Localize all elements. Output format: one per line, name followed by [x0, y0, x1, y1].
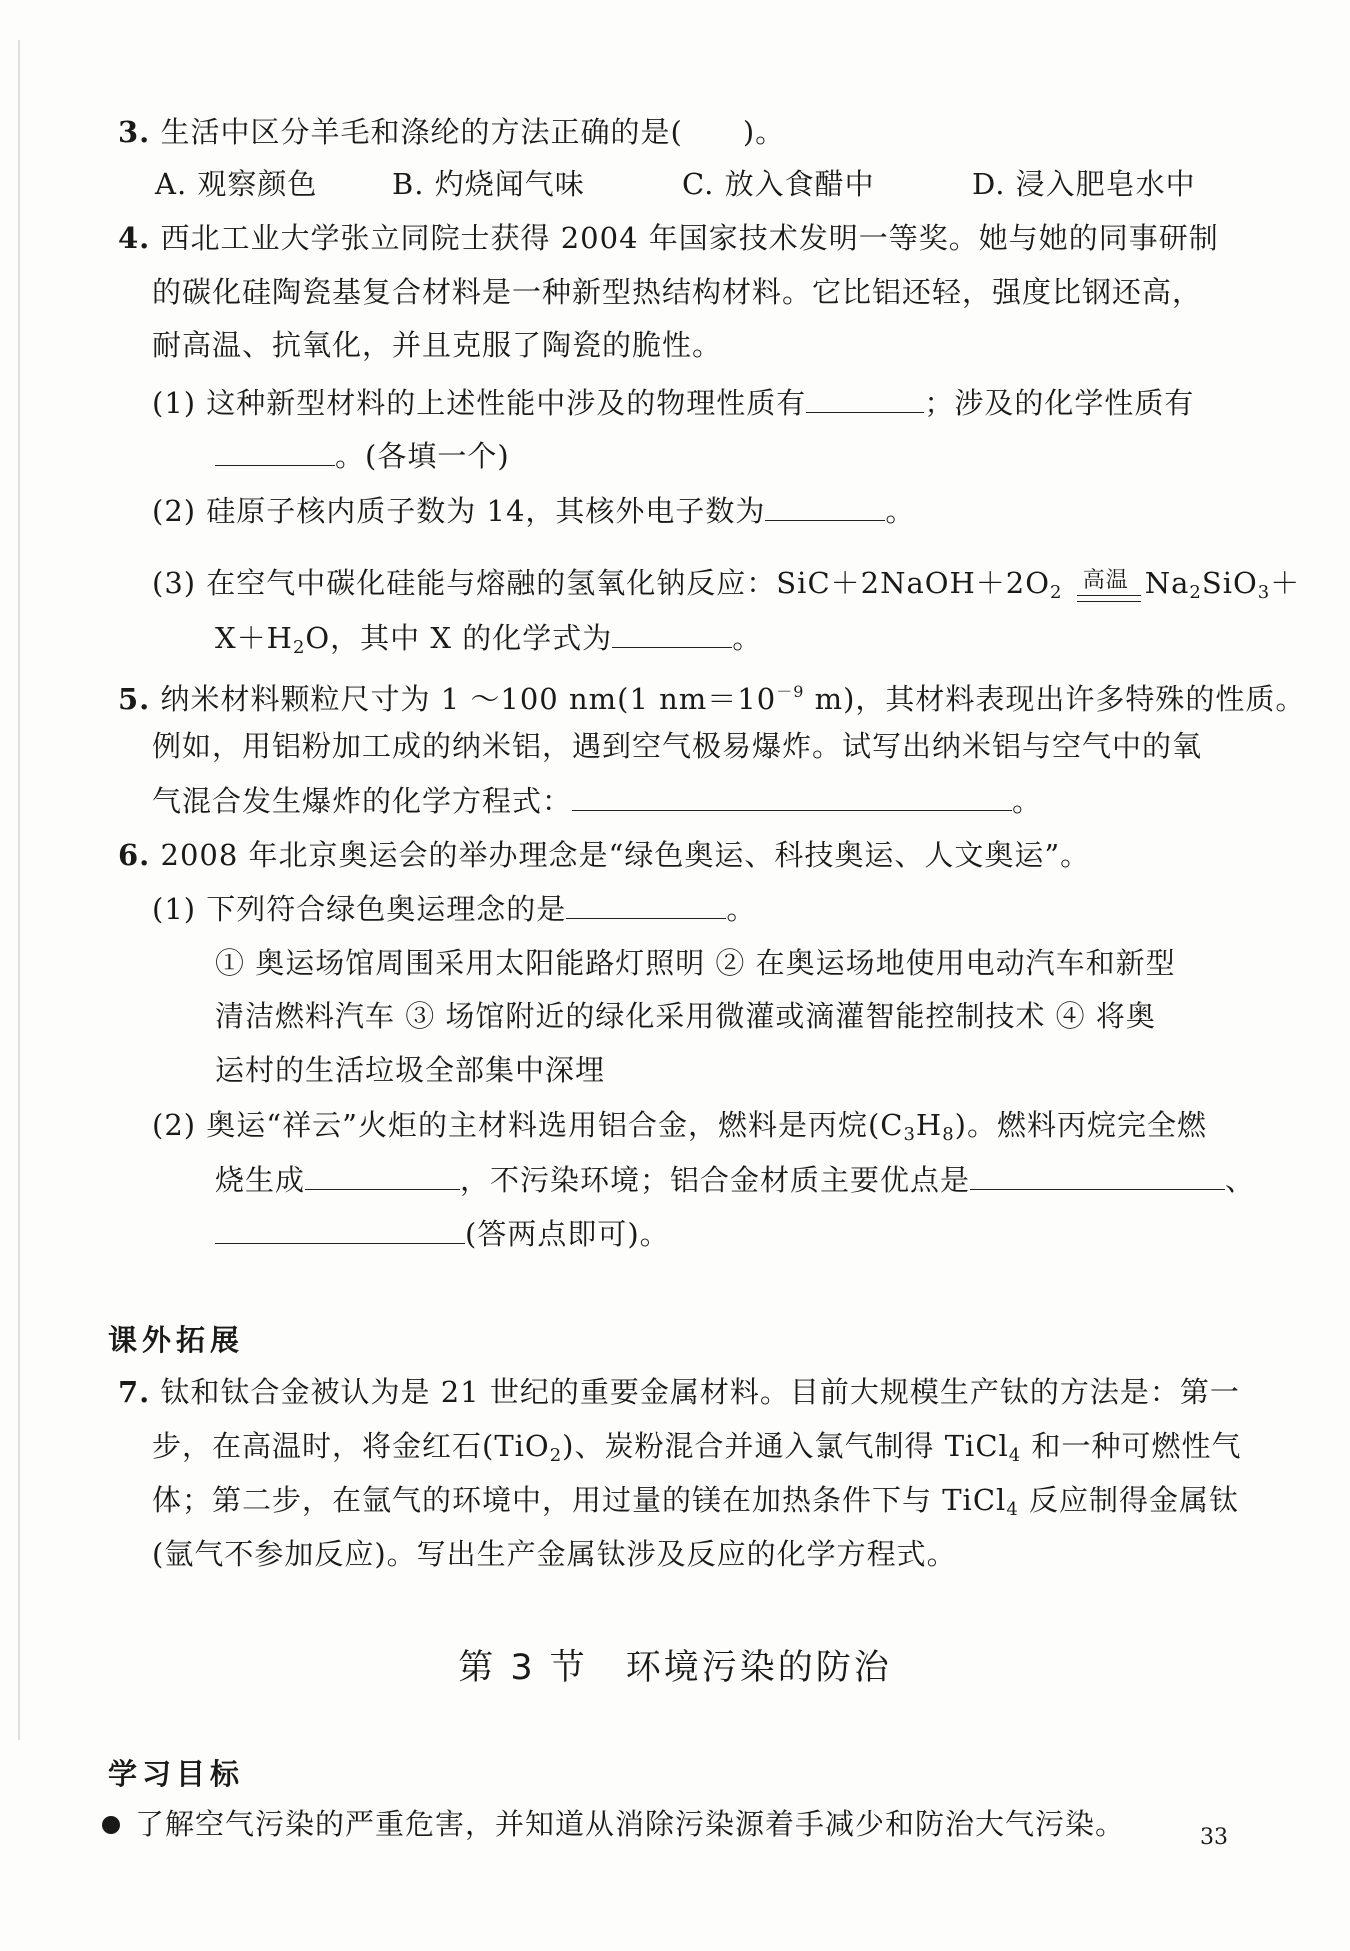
- question-5-line-3: 气混合发生爆炸的化学方程式： 。: [152, 780, 1042, 821]
- question-4-line-3: 耐高温、抗氧化，并且克服了陶瓷的脆性。: [152, 328, 723, 362]
- page-number: 33: [1200, 1825, 1228, 1850]
- question-number: 7.: [118, 1375, 151, 1409]
- question-6-stem: 6. 2008 年北京奥运会的举办理念是“绿色奥运、科技奥运、人文奥运”。: [118, 838, 1091, 872]
- section-heading-objectives: 学习目标: [108, 1757, 245, 1791]
- answer-blank[interactable]: [305, 1159, 460, 1190]
- question-4-line-2: 的碳化硅陶瓷基复合材料是一种新型热结构材料。它比铝还轻，强度比钢还高，: [152, 275, 1203, 309]
- question-6-part-2-end: (答两点即可)。: [215, 1213, 670, 1254]
- question-number: 4.: [118, 221, 151, 255]
- question-4-part-1-cont: 。(各填一个): [215, 435, 510, 476]
- question-7-line-4: (氩气不参加反应)。写出生产金属钛涉及反应的化学方程式。: [152, 1537, 957, 1571]
- question-5-line-1: 5. 纳米材料颗粒尺寸为 1 ～100 nm(1 $nm=10^{-9}$ m)，其材料表现出许多特殊的性质。: [118, 682, 1306, 716]
- question-7-line-1: 7. 钛和钛合金被认为是 21 世纪的重要金属材料。目前大规模生产钛的方法是：第一: [118, 1375, 1240, 1409]
- question-6-options-line-1: ① 奥运场馆周围采用太阳能路灯照明 ② 在奥运场地使用电动汽车和新型: [215, 946, 1176, 980]
- question-6-part-2-cont: 烧生成 ，不污染环境；铝合金材质主要优点是 、: [215, 1159, 1255, 1200]
- reaction-condition: 高温: [1073, 573, 1145, 613]
- answer-blank[interactable]: [806, 382, 924, 413]
- question-number: 5.: [118, 682, 151, 716]
- section-title: 第 3 节 环境污染的防治: [458, 1648, 892, 1688]
- question-3-option-c: C. 放入食醋中: [682, 167, 875, 201]
- question-number: 3.: [118, 115, 151, 149]
- question-6-options-line-2: 清洁燃料汽车 ③ 场馆附近的绿化采用微灌或滴灌智能控制技术 ④ 将奥: [215, 999, 1156, 1033]
- answer-blank[interactable]: [970, 1159, 1225, 1190]
- answer-blank[interactable]: [572, 780, 1012, 811]
- answer-blank[interactable]: [612, 617, 732, 648]
- answer-blank[interactable]: [215, 1213, 465, 1244]
- question-3-option-b: B. 灼烧闻气味: [392, 167, 585, 201]
- question-4-part-3-cont: $X+H_2O$，其中 X 的化学式为 。: [215, 617, 762, 668]
- page-edge-shadow: [18, 40, 20, 1740]
- question-4-part-2: (2) 硅原子核内质子数为 14，其核外电子数为 。: [152, 490, 915, 531]
- question-7-line-3: 体；第二步，在氩气的环境中，用过量的镁在加热条件下与 TiCl$_4$ 反应制得金属钛: [152, 1483, 1239, 1520]
- bullet-icon: [102, 1816, 120, 1834]
- answer-blank[interactable]: [215, 435, 335, 466]
- objective-item: 了解空气污染的严重危害，并知道从消除污染源着手减少和防治大气污染。: [135, 1807, 1126, 1841]
- question-3-stem: 3. 生活中区分羊毛和涤纶的方法正确的是( )。: [118, 115, 786, 149]
- question-3-option-a: A. 观察颜色: [155, 167, 318, 201]
- question-6-part-1: (1) 下列符合绿色奥运理念的是 。: [152, 888, 756, 929]
- section-heading-extension: 课外拓展: [108, 1323, 245, 1357]
- question-5-line-2: 例如，用铝粉加工成的纳米铝，遇到空气极易爆炸。试写出纳米铝与空气中的氧: [152, 729, 1203, 763]
- question-3-option-d: D. 浸入肥皂水中: [972, 167, 1196, 201]
- answer-blank[interactable]: [566, 888, 726, 919]
- answer-blank[interactable]: [765, 490, 885, 521]
- question-4-part-3: (3) 在空气中碳化硅能与熔融的氢氧化钠反应：$SiC+2NaOH+2O_2$ 高温 $Na_2SiO_3+$: [152, 563, 1300, 613]
- question-7-line-2: 步，在高温时，将金红石(TiO$_2$)、炭粉混合并通入氯气制得 TiCl$_4$ 和一种可燃性气: [152, 1429, 1242, 1466]
- question-4-part-1: (1) 这种新型材料的上述性能中涉及的物理性质有 ；涉及的化学性质有: [152, 382, 1194, 423]
- question-6-options-line-3: 运村的生活垃圾全部集中深埋: [215, 1053, 606, 1087]
- question-6-part-2: (2) 奥运“祥云”火炬的主材料选用铝合金，燃料是丙烷$(C_3H_8)$。燃料丙烷完全燃: [152, 1108, 1207, 1145]
- question-number: 6.: [118, 838, 151, 872]
- question-4-line-1: 4. 西北工业大学张立同院士获得 2004 年国家技术发明一等奖。她与她的同事研制: [118, 221, 1219, 255]
